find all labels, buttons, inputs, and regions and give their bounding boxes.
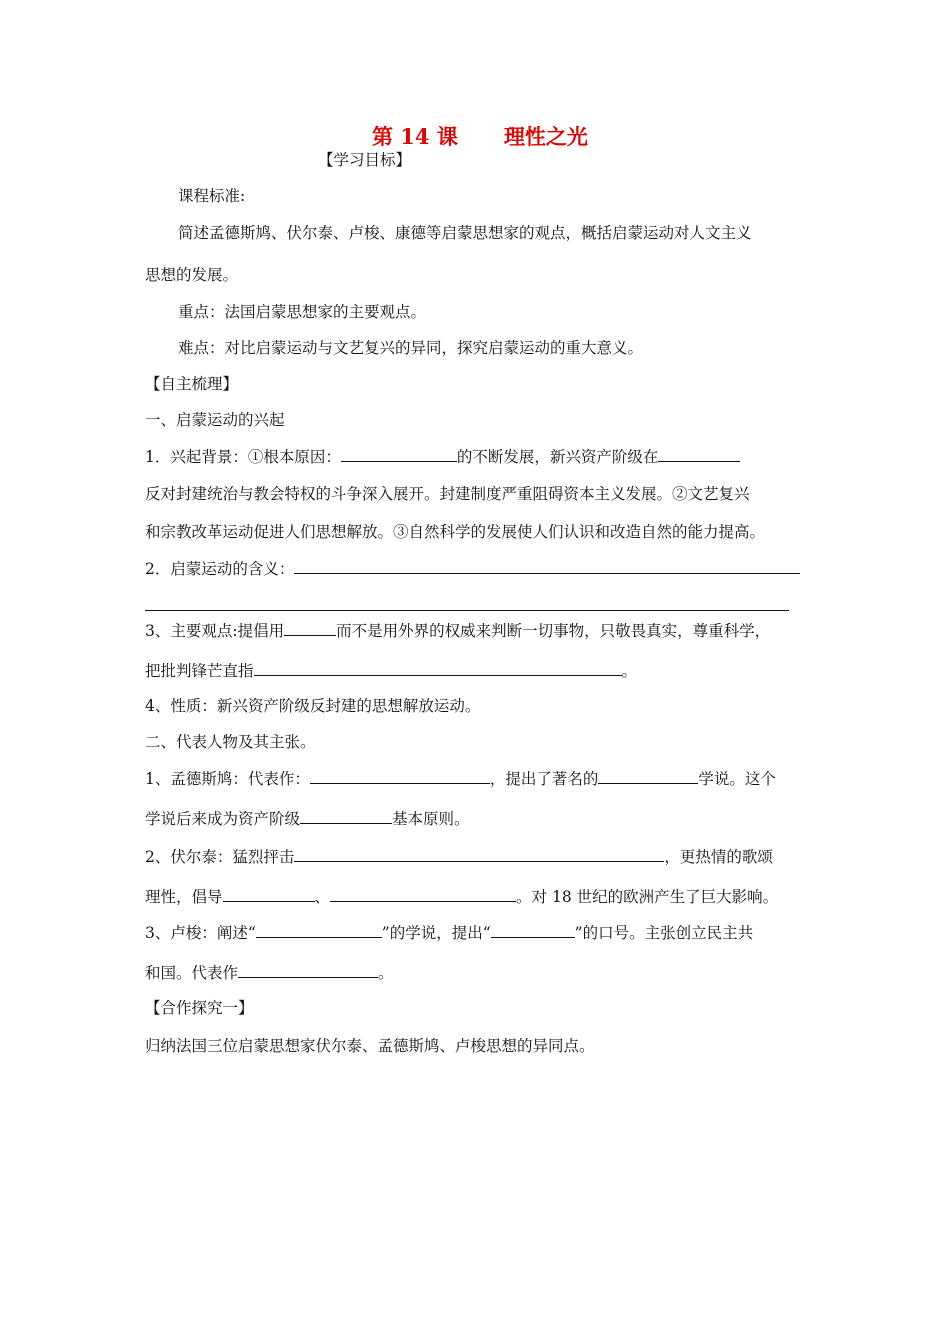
- blank-voltaire-advocate-1[interactable]: [223, 886, 315, 902]
- review-header: 【自主梳理】: [145, 375, 239, 393]
- blank-rousseau-theory[interactable]: [256, 922, 382, 938]
- section1-title: 一、启蒙运动的兴起: [145, 411, 285, 429]
- m-text-a: 1、孟德斯鸠：代表作：: [145, 770, 310, 788]
- q1-line1: [145, 446, 740, 467]
- q1-text-b: 的不断发展，新兴资产阶级在: [456, 448, 659, 466]
- q3-line1: [145, 620, 770, 641]
- r-text-b: ”的学说，提出“: [381, 924, 491, 942]
- standard-text-line1: 简述孟德斯鸠、伏尔泰、卢梭、康德等启蒙思想家的观点，概括启蒙运动对人文主义: [178, 224, 752, 242]
- v-text-c: 理性，倡导: [145, 888, 223, 906]
- montesquieu-line1: [145, 768, 776, 789]
- blank-rousseau-work[interactable]: [238, 962, 378, 978]
- voltaire-line2: [145, 886, 778, 907]
- q4-line: 4、性质：新兴资产阶级反封建的思想解放运动。: [145, 697, 481, 715]
- q1-line2: 反对封建统治与教会特权的斗争深入展开。封建制度严重阻碍资本主义发展。②文艺复兴: [145, 485, 750, 503]
- voltaire-line1: [145, 846, 773, 867]
- section2-title: 二、代表人物及其主张。: [145, 733, 316, 751]
- q3-text-d: 。: [621, 662, 638, 680]
- lesson-name: 理性之光: [503, 124, 588, 149]
- difficulty-point: 难点：对比启蒙运动与文艺复兴的异同，探究启蒙运动的重大意义。: [178, 339, 644, 357]
- v-text-e: 。对 18 世纪的欧洲产生了巨大影响。: [516, 888, 779, 906]
- key-point: 重点：法国启蒙思想家的主要观点。: [178, 303, 427, 321]
- cooperation-task: 归纳法国三位启蒙思想家伏尔泰、孟德斯鸠、卢梭思想的异同点。: [145, 1037, 595, 1055]
- q1-text-a: 1．兴起背景：①根本原因：: [145, 448, 341, 466]
- v-text-b: ，更热情的歌颂: [664, 848, 773, 866]
- q1-line3: 和宗教改革运动促进人们思想解放。③自然科学的发展使人们认识和改造自然的能力提高。: [145, 523, 766, 541]
- objectives-header: 【学习目标】: [318, 151, 412, 169]
- blank-reason[interactable]: [284, 620, 336, 636]
- m-text-b: ，提出了著名的: [489, 770, 599, 788]
- m-text-c: 学说。这个: [698, 770, 776, 788]
- q3-text-b: 而不是用外界的权威来判断一切事物，只敬畏真实，尊重科学，: [336, 622, 771, 640]
- blank-montesquieu-theory[interactable]: [598, 768, 698, 784]
- lesson-number: 第 14 课: [372, 124, 458, 149]
- r-text-d: 和国。代表作: [145, 964, 239, 982]
- v-text-d: 、: [314, 888, 331, 906]
- rousseau-line2: [145, 962, 394, 983]
- blank-root-cause[interactable]: [341, 446, 457, 462]
- r-text-c: ”的口号。主张创立民主共: [574, 924, 754, 942]
- m-text-d: 学说后来成为资产阶级: [145, 810, 301, 828]
- v-text-a: 2、伏尔泰：猛烈抨击: [145, 848, 295, 866]
- blank-meaning-2[interactable]: [145, 610, 789, 611]
- r-text-a: 3、卢梭：阐述“: [145, 924, 256, 942]
- q3-line2: [145, 660, 637, 681]
- m-text-e: 基本原则。: [392, 810, 470, 828]
- blank-montesquieu-work[interactable]: [310, 768, 490, 784]
- standard-text-line2: 思想的发展。: [145, 266, 239, 284]
- standard-label: 课程标准:: [178, 187, 246, 205]
- q3-text-a: 3、主要观点:提倡用: [145, 622, 285, 640]
- q2-line: [145, 558, 800, 579]
- blank-rousseau-slogan[interactable]: [491, 922, 575, 938]
- blank-class-location[interactable]: [658, 446, 740, 462]
- blank-bourgeois-principle[interactable]: [300, 808, 392, 824]
- lesson-title: [372, 124, 588, 150]
- blank-meaning-1[interactable]: [294, 558, 800, 574]
- blank-criticism-target[interactable]: [254, 660, 622, 676]
- cooperation-header: 【合作探究一】: [145, 999, 254, 1017]
- blank-voltaire-attack[interactable]: [294, 846, 664, 862]
- blank-voltaire-advocate-2[interactable]: [330, 886, 516, 902]
- montesquieu-line2: [145, 808, 470, 829]
- r-text-e: 。: [378, 964, 394, 982]
- q3-text-c: 把批判锋芒直指: [145, 662, 254, 680]
- rousseau-line1: [145, 922, 753, 943]
- q2-text: 2．启蒙运动的含义：: [145, 560, 295, 578]
